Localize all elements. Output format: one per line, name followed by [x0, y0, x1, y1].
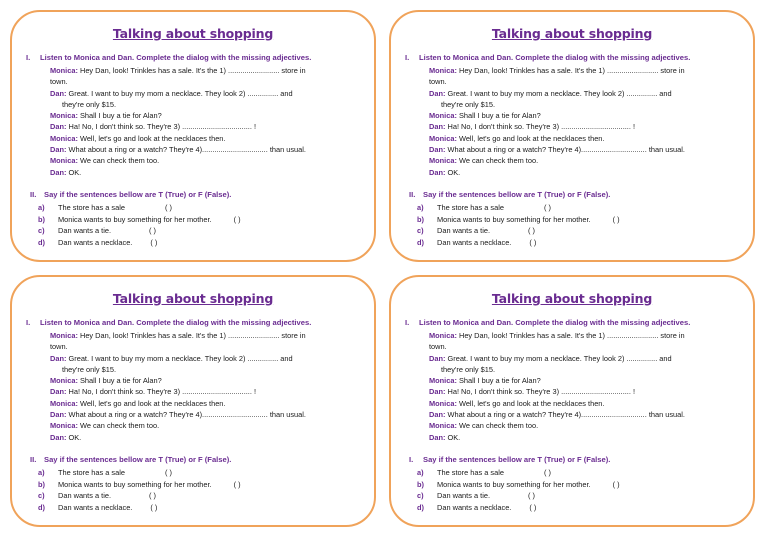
- section-1-number: I.: [405, 318, 410, 327]
- line-text: Ha! No, I don't think so. They're 3) .................................. !: [68, 387, 257, 397]
- worksheet-card-2: [389, 10, 755, 262]
- speaker: Dan:: [429, 88, 446, 98]
- section-2-heading: [30, 455, 366, 464]
- line-text: Shall I buy a tie for Alan?: [458, 111, 541, 121]
- section-1-number: I.: [26, 318, 31, 327]
- statement-list: [417, 202, 620, 248]
- dialog-line: [50, 409, 364, 420]
- statement-text: Dan wants a necklace.: [437, 237, 512, 247]
- dialog-line: [429, 133, 743, 144]
- answer-blank[interactable]: ( ): [529, 237, 537, 247]
- section-2-number: II.: [409, 190, 416, 199]
- statement-text: Dan wants a tie.: [437, 491, 490, 501]
- statement-letter: a): [417, 203, 424, 212]
- dialog-line: [429, 155, 743, 166]
- section-2-number: I.: [409, 455, 414, 464]
- section-2-instruction: Say if the sentences bellow are T (True) or F (False).: [423, 455, 611, 464]
- line-text: Great. I want to buy my mom a necklace. They look 2) ............... and: [68, 353, 293, 363]
- section-1-heading: [26, 53, 366, 62]
- line-text: We can check them too.: [458, 156, 539, 166]
- statement-letter: d): [38, 502, 45, 512]
- line-text: What about a ring or a watch? They're 4)................................ than usual.: [447, 410, 685, 420]
- section-1-instruction: Listen to Monica and Dan. Complete the dialog with the missing adjectives.: [40, 53, 312, 62]
- worksheet-card-3: [10, 275, 376, 527]
- dialog-line: [429, 420, 743, 431]
- line-text: Ha! No, I don't think so. They're 3) .................................. !: [68, 122, 257, 132]
- statement-letter: c): [417, 226, 424, 236]
- dialog-line: [50, 330, 364, 341]
- dialog: [429, 330, 743, 443]
- section-2-heading: [409, 455, 745, 464]
- dialog-line: [50, 375, 364, 386]
- line-text: Great. I want to buy my mom a necklace. They look 2) ............... and: [68, 88, 293, 98]
- dialog-line: [429, 65, 743, 76]
- dialog-line-continuation: they're only $15.: [62, 99, 117, 109]
- statement-item: [38, 214, 241, 226]
- statement-text: Monica wants to buy something for her mother.: [437, 214, 591, 224]
- speaker: Monica:: [429, 66, 457, 75]
- section-1-number: I.: [405, 53, 410, 62]
- section-1-heading: [26, 318, 366, 327]
- section-2-heading: [30, 190, 366, 199]
- dialog-line-continuation: they're only $15.: [441, 99, 496, 109]
- speaker: Monica:: [50, 111, 78, 121]
- section-1-instruction: Listen to Monica and Dan. Complete the dialog with the missing adjectives.: [419, 318, 691, 327]
- line-text: Well, let's go and look at the necklaces then.: [458, 398, 605, 408]
- line-text: We can check them too.: [79, 156, 160, 166]
- dialog-line-continuation: they're only $15.: [62, 364, 117, 374]
- dialog-line: [429, 110, 743, 121]
- dialog-line: [50, 65, 364, 76]
- statement-text: Dan wants a necklace.: [58, 237, 133, 247]
- statement-item: [417, 237, 620, 249]
- statement-item: [417, 225, 620, 237]
- dialog-line: [429, 353, 743, 364]
- statement-item: [38, 479, 241, 491]
- dialog: [429, 65, 743, 178]
- card-title: Talking about shopping: [112, 26, 274, 41]
- dialog-line: [50, 155, 364, 166]
- answer-blank[interactable]: ( ): [233, 214, 241, 224]
- line-text: What about a ring or a watch? They're 4)................................ than usual.: [447, 145, 685, 155]
- answer-blank[interactable]: ( ): [528, 226, 535, 236]
- statement-letter: b): [417, 214, 424, 224]
- statement-item: [417, 502, 620, 514]
- speaker: Monica:: [429, 133, 457, 143]
- dialog-line: [50, 420, 364, 431]
- dialog-line: [50, 432, 364, 443]
- line-text: Shall I buy a tie for Alan?: [79, 111, 162, 121]
- dialog-line: [429, 144, 743, 155]
- statement-item: [417, 214, 620, 226]
- section-2-heading: [409, 190, 745, 199]
- statement-text: Dan wants a necklace.: [437, 502, 512, 512]
- statement-text: Dan wants a tie.: [58, 491, 111, 501]
- speaker: Dan:: [429, 410, 446, 420]
- dialog-line: [429, 121, 743, 132]
- dialog-line-continuation: town.: [50, 342, 68, 352]
- statement-text: Dan wants a tie.: [437, 226, 490, 236]
- line-text: Ha! No, I don't think so. They're 3) .................................. !: [447, 122, 636, 132]
- line-text: Shall I buy a tie for Alan?: [458, 376, 541, 386]
- line-text: OK.: [68, 432, 82, 442]
- speaker: Monica:: [50, 66, 78, 75]
- answer-blank[interactable]: ( ): [528, 491, 535, 501]
- speaker: Dan:: [50, 167, 67, 177]
- dialog-line: [50, 353, 364, 364]
- worksheet-card-4: [389, 275, 755, 527]
- speaker: Dan:: [50, 122, 67, 132]
- statement-list: [38, 202, 241, 248]
- dialog-line: [50, 398, 364, 409]
- speaker: Monica:: [429, 156, 457, 166]
- dialog-line-continuation: town.: [429, 342, 447, 352]
- line-text: OK.: [68, 167, 82, 177]
- answer-blank[interactable]: ( ): [150, 502, 158, 512]
- answer-blank[interactable]: ( ): [150, 237, 158, 247]
- line-text: Hey Dan, look! Trinkles has a sale. It's the 1) ......................... store in: [79, 331, 306, 340]
- section-2-number: II.: [30, 190, 37, 199]
- speaker: Dan:: [50, 145, 67, 155]
- answer-blank[interactable]: ( ): [612, 214, 620, 224]
- dialog-line: [50, 386, 364, 397]
- speaker: Monica:: [429, 331, 457, 340]
- speaker: Monica:: [429, 111, 457, 121]
- worksheet-card-1: [10, 10, 376, 262]
- dialog-line: [50, 144, 364, 155]
- section-1-instruction: Listen to Monica and Dan. Complete the dialog with the missing adjectives.: [419, 53, 691, 62]
- speaker: Monica:: [50, 421, 78, 431]
- speaker: Monica:: [429, 376, 457, 386]
- line-text: Well, let's go and look at the necklaces then.: [79, 398, 226, 408]
- speaker: Dan:: [50, 387, 67, 397]
- statement-item: [417, 202, 620, 214]
- speaker: Dan:: [429, 167, 446, 177]
- line-text: We can check them too.: [458, 421, 539, 431]
- statement-letter: c): [417, 491, 424, 501]
- section-2-instruction: Say if the sentences bellow are T (True) or F (False).: [44, 455, 232, 464]
- speaker: Monica:: [50, 398, 78, 408]
- speaker: Dan:: [429, 122, 446, 132]
- dialog-line: [429, 409, 743, 420]
- answer-blank[interactable]: ( ): [612, 479, 620, 489]
- section-2-number: II.: [30, 455, 37, 464]
- dialog-line-continuation: they're only $15.: [441, 364, 496, 374]
- statement-letter: b): [417, 479, 424, 489]
- statement-letter: a): [38, 203, 45, 212]
- line-text: Great. I want to buy my mom a necklace. They look 2) ............... and: [447, 353, 672, 363]
- statement-item: [417, 479, 620, 491]
- answer-blank[interactable]: ( ): [543, 203, 551, 212]
- answer-blank[interactable]: ( ): [164, 203, 172, 212]
- statement-text: Monica wants to buy something for her mother.: [58, 479, 212, 489]
- speaker: Monica:: [50, 133, 78, 143]
- line-text: Shall I buy a tie for Alan?: [79, 376, 162, 386]
- dialog-line: [50, 121, 364, 132]
- speaker: Monica:: [50, 156, 78, 166]
- dialog: [50, 330, 364, 443]
- speaker: Dan:: [50, 432, 67, 442]
- statement-text: The store has a sale: [437, 203, 504, 212]
- dialog-line: [429, 398, 743, 409]
- line-text: Hey Dan, look! Trinkles has a sale. It's the 1) ......................... store in: [458, 66, 685, 75]
- answer-blank[interactable]: ( ): [164, 468, 172, 477]
- statement-item: [38, 225, 241, 237]
- statement-letter: a): [38, 468, 45, 477]
- statement-text: The store has a sale: [58, 468, 125, 477]
- dialog-line-continuation: town.: [50, 77, 68, 87]
- statement-text: Dan wants a necklace.: [58, 502, 133, 512]
- speaker: Dan:: [50, 410, 67, 420]
- dialog-line: [50, 88, 364, 99]
- statement-letter: a): [417, 468, 424, 477]
- statement-letter: c): [38, 226, 45, 236]
- section-1-heading: [405, 318, 745, 327]
- section-1-number: I.: [26, 53, 31, 62]
- statement-item: [38, 237, 241, 249]
- statement-text: Monica wants to buy something for her mother.: [58, 214, 212, 224]
- statement-item: [38, 467, 241, 479]
- statement-item: [38, 490, 241, 502]
- dialog-line: [429, 432, 743, 443]
- speaker: Dan:: [429, 387, 446, 397]
- card-title: Talking about shopping: [491, 291, 653, 306]
- card-title: Talking about shopping: [491, 26, 653, 41]
- section-2-instruction: Say if the sentences bellow are T (True) or F (False).: [44, 190, 232, 199]
- statement-text: The store has a sale: [437, 468, 504, 477]
- answer-blank[interactable]: ( ): [529, 502, 537, 512]
- statement-letter: d): [417, 237, 424, 247]
- dialog: [50, 65, 364, 178]
- statement-letter: b): [38, 479, 45, 489]
- line-text: We can check them too.: [79, 421, 160, 431]
- dialog-line: [429, 330, 743, 341]
- speaker: Monica:: [429, 421, 457, 431]
- line-text: Well, let's go and look at the necklaces then.: [79, 133, 226, 143]
- statement-letter: b): [38, 214, 45, 224]
- line-text: Hey Dan, look! Trinkles has a sale. It's the 1) ......................... store in: [458, 331, 685, 340]
- speaker: Monica:: [50, 376, 78, 386]
- statement-item: [38, 502, 241, 514]
- dialog-line: [429, 88, 743, 99]
- dialog-line: [429, 386, 743, 397]
- dialog-line: [429, 375, 743, 386]
- answer-blank[interactable]: ( ): [543, 468, 551, 477]
- line-text: Ha! No, I don't think so. They're 3) .................................. !: [447, 387, 636, 397]
- statement-list: [417, 467, 620, 513]
- statement-text: Dan wants a tie.: [58, 226, 111, 236]
- statement-text: Monica wants to buy something for her mother.: [437, 479, 591, 489]
- statement-item: [417, 467, 620, 479]
- speaker: Dan:: [50, 88, 67, 98]
- section-1-heading: [405, 53, 745, 62]
- line-text: What about a ring or a watch? They're 4)................................ than usual.: [68, 410, 306, 420]
- speaker: Dan:: [429, 145, 446, 155]
- section-1-instruction: Listen to Monica and Dan. Complete the dialog with the missing adjectives.: [40, 318, 312, 327]
- speaker: Monica:: [429, 398, 457, 408]
- statement-letter: d): [38, 237, 45, 247]
- statement-text: The store has a sale: [58, 203, 125, 212]
- statement-letter: d): [417, 502, 424, 512]
- answer-blank[interactable]: ( ): [149, 491, 156, 501]
- line-text: OK.: [447, 432, 461, 442]
- dialog-line-continuation: town.: [429, 77, 447, 87]
- line-text: OK.: [447, 167, 461, 177]
- line-text: Great. I want to buy my mom a necklace. They look 2) ............... and: [447, 88, 672, 98]
- speaker: Dan:: [429, 353, 446, 363]
- statement-item: [38, 202, 241, 214]
- answer-blank[interactable]: ( ): [149, 226, 156, 236]
- line-text: What about a ring or a watch? They're 4)................................ than usual.: [68, 145, 306, 155]
- speaker: Dan:: [429, 432, 446, 442]
- speaker: Dan:: [50, 353, 67, 363]
- line-text: Well, let's go and look at the necklaces then.: [458, 133, 605, 143]
- dialog-line: [429, 167, 743, 178]
- statement-letter: c): [38, 491, 45, 501]
- section-2-instruction: Say if the sentences bellow are T (True) or F (False).: [423, 190, 611, 199]
- statement-list: [38, 467, 241, 513]
- dialog-line: [50, 167, 364, 178]
- speaker: Monica:: [50, 331, 78, 340]
- statement-item: [417, 490, 620, 502]
- line-text: Hey Dan, look! Trinkles has a sale. It's the 1) ......................... store in: [79, 66, 306, 75]
- answer-blank[interactable]: ( ): [233, 479, 241, 489]
- dialog-line: [50, 110, 364, 121]
- card-title: Talking about shopping: [112, 291, 274, 306]
- dialog-line: [50, 133, 364, 144]
